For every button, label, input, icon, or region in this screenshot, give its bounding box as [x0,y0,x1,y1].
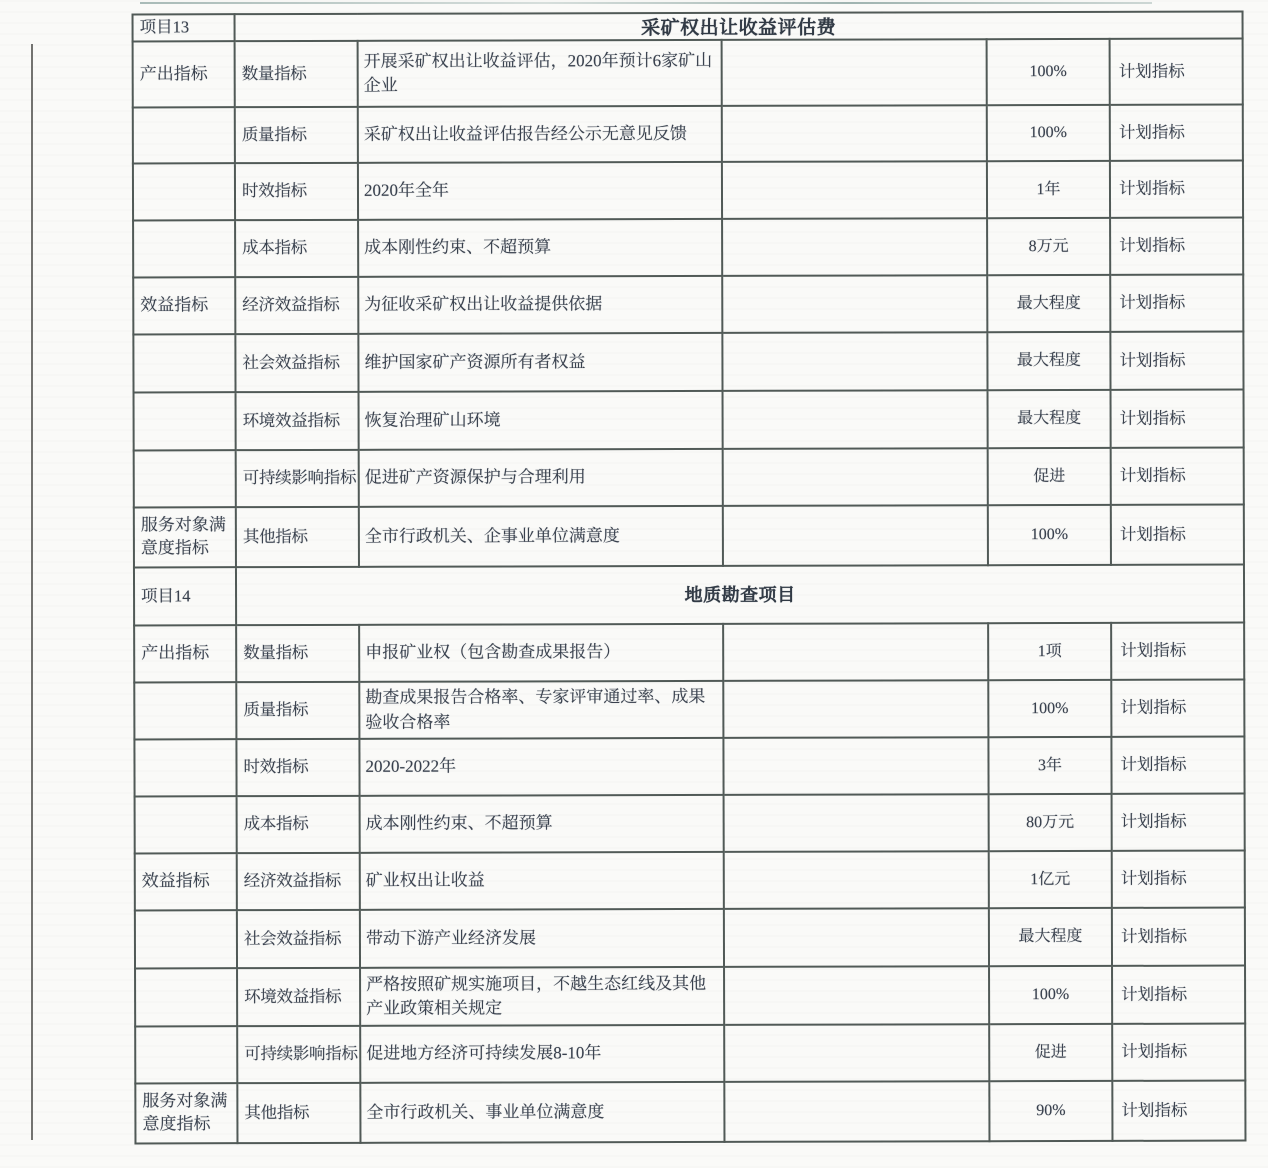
performance-indicators-table [132,11,1247,1145]
indicator-type-cell: 时效指标 [236,739,359,796]
target-value-cell: 100% [989,966,1112,1024]
indicator-type-cell: 社会效益指标 [235,334,358,392]
indicator-desc-cell: 勘查成果报告合格率、专家评审通过率、成果验收合格率 [359,681,723,739]
indicator-type-cell: 环境效益指标 [237,968,360,1026]
indicator-type-cell: 成本指标 [237,796,360,853]
indicator-nature-cell: 计划指标 [1110,218,1243,275]
target-value-cell: 3年 [988,737,1111,794]
indicator-desc-cell: 采矿权出让收益评估报告经公示无意见反馈 [358,106,722,163]
indicator-desc-cell: 严格按照矿规实施项目，不越生态红线及其他产业政策相关规定 [360,967,724,1026]
project-title-cell: 采矿权出让收益评估费 [235,12,1243,42]
indicator-row [133,105,1243,164]
category-cell: 效益指标 [133,277,235,334]
indicator-type-cell: 其他指标 [236,507,359,567]
indicator-nature-cell: 计划指标 [1112,1024,1245,1081]
indicator-type-cell: 其他指标 [237,1083,360,1143]
indicator-desc-cell: 成本刚性约束、不超预算 [360,795,724,853]
indicator-row [135,1081,1245,1144]
project-header-row [134,565,1244,626]
indicator-nature-cell: 计划指标 [1111,390,1244,448]
empty-cell [724,1024,989,1082]
indicator-desc-cell: 申报矿业权（包含勘查成果报告） [359,624,723,682]
empty-cell [723,737,988,795]
indicator-row [135,1024,1245,1084]
indicator-type-cell: 数量指标 [236,625,359,682]
indicator-type-cell: 社会效益指标 [237,910,360,968]
empty-cell [722,39,987,106]
category-cell [135,910,237,968]
indicator-desc-cell: 矿业权出让收益 [360,852,724,910]
indicator-row [134,505,1244,568]
empty-cell [724,851,989,909]
indicator-nature-cell: 计划指标 [1110,275,1243,332]
empty-cell [723,623,988,681]
category-cell: 服务对象满意度指标 [134,507,236,567]
indicator-desc-cell: 全市行政机关、事业单位满意度 [360,1082,724,1143]
indicator-nature-cell: 计划指标 [1112,908,1245,966]
category-cell [134,682,236,739]
empty-cell [724,794,989,852]
category-cell: 产出指标 [134,625,236,682]
indicator-type-cell: 数量指标 [235,41,358,107]
empty-cell [724,908,989,967]
indicator-type-cell: 成本指标 [235,220,358,277]
project-13-section [133,12,1244,568]
empty-cell [722,218,987,276]
target-value-cell: 促进 [989,1024,1112,1081]
target-value-cell: 1年 [987,161,1110,218]
category-cell [134,739,236,796]
project-title-cell: 地质勘查项目 [236,565,1244,626]
indicator-row [133,218,1243,278]
empty-cell [723,390,988,449]
indicator-type-cell: 质量指标 [236,682,359,739]
target-value-cell: 90% [989,1081,1112,1141]
indicator-type-cell: 质量指标 [235,107,358,163]
target-value-cell: 100% [987,105,1110,161]
category-cell [133,334,235,392]
category-cell: 效益指标 [135,853,237,910]
project-label-cell: 项目14 [134,567,236,625]
category-cell [134,450,236,507]
project-14-section [134,565,1246,1144]
empty-cell [723,505,988,566]
indicator-nature-cell: 计划指标 [1112,794,1245,851]
indicator-desc-cell: 带动下游产业经济发展 [360,909,724,968]
indicator-desc-cell: 促进地方经济可持续发展8-10年 [360,1025,724,1083]
indicator-nature-cell: 计划指标 [1111,448,1244,505]
target-value-cell: 1亿元 [989,851,1112,908]
indicator-nature-cell: 计划指标 [1110,161,1243,218]
indicator-nature-cell: 计划指标 [1111,623,1244,680]
scan-edge-artifact [140,2,1152,4]
target-value-cell: 最大程度 [987,332,1110,390]
empty-cell [722,105,987,162]
indicator-type-cell: 经济效益指标 [237,853,360,910]
target-value-cell: 100% [988,680,1111,737]
category-cell [135,796,237,853]
indicator-row [135,966,1245,1027]
indicator-row [133,332,1243,393]
category-cell [135,968,237,1026]
indicator-nature-cell: 计划指标 [1112,966,1245,1024]
indicator-type-cell: 可持续影响指标 [236,450,359,507]
indicator-nature-cell: 计划指标 [1112,851,1245,908]
indicator-type-cell: 经济效益指标 [235,277,358,334]
empty-cell [723,680,988,738]
indicator-nature-cell: 计划指标 [1111,505,1244,565]
indicator-nature-cell: 计划指标 [1112,1081,1245,1141]
target-value-cell: 最大程度 [987,275,1110,332]
indicator-row [133,39,1243,108]
category-cell [135,1026,237,1083]
category-cell [133,220,235,277]
indicator-row [135,908,1245,969]
target-value-cell: 促进 [988,448,1111,505]
category-cell [133,163,235,220]
indicator-desc-cell: 维护国家矿产资源所有者权益 [358,333,722,392]
indicator-type-cell: 环境效益指标 [236,392,359,450]
indicator-desc-cell: 恢复治理矿山环境 [359,391,723,450]
indicator-row [133,275,1243,335]
empty-cell [724,1081,989,1142]
category-cell [133,107,235,163]
target-value-cell: 100% [988,505,1111,565]
category-cell [134,392,236,450]
indicator-row [134,680,1244,740]
target-value-cell: 80万元 [989,794,1112,851]
target-value-cell: 8万元 [987,218,1110,275]
indicator-desc-cell: 全市行政机关、企事业单位满意度 [359,506,723,567]
indicator-row [134,623,1244,683]
indicator-nature-cell: 计划指标 [1111,680,1244,737]
project-header-row [133,12,1243,42]
target-value-cell: 100% [987,39,1110,105]
indicator-row [134,390,1244,451]
empty-cell [723,448,988,506]
indicator-nature-cell: 计划指标 [1110,332,1243,390]
indicator-type-cell: 时效指标 [235,163,358,220]
indicator-nature-cell: 计划指标 [1110,39,1243,105]
indicator-desc-cell: 成本刚性约束、不超预算 [358,219,722,277]
category-cell: 服务对象满意度指标 [135,1083,237,1143]
indicator-row [135,794,1245,854]
target-value-cell: 最大程度 [989,908,1112,966]
category-cell: 产出指标 [133,41,235,107]
indicator-desc-cell: 为征收采矿权出让收益提供依据 [358,276,722,334]
empty-cell [722,161,987,219]
target-value-cell: 最大程度 [988,390,1111,448]
indicator-row [133,161,1243,221]
indicator-row [135,851,1245,911]
empty-cell [724,966,989,1025]
empty-cell [722,275,987,333]
indicator-type-cell: 可持续影响指标 [237,1026,360,1083]
page-margin-line [31,44,33,1140]
indicator-desc-cell: 开展采矿权出让收益评估，2020年预计6家矿山企业 [358,40,722,107]
target-value-cell: 1项 [988,623,1111,680]
indicator-desc-cell: 2020-2022年 [359,738,723,796]
indicator-row [134,448,1244,508]
indicator-nature-cell: 计划指标 [1110,105,1243,161]
indicator-row [134,737,1244,797]
empty-cell [722,332,987,391]
project-label-cell: 项目13 [133,14,235,41]
indicator-desc-cell: 促进矿产资源保护与合理利用 [359,449,723,507]
indicator-desc-cell: 2020年全年 [358,162,722,220]
indicator-nature-cell: 计划指标 [1111,737,1244,794]
